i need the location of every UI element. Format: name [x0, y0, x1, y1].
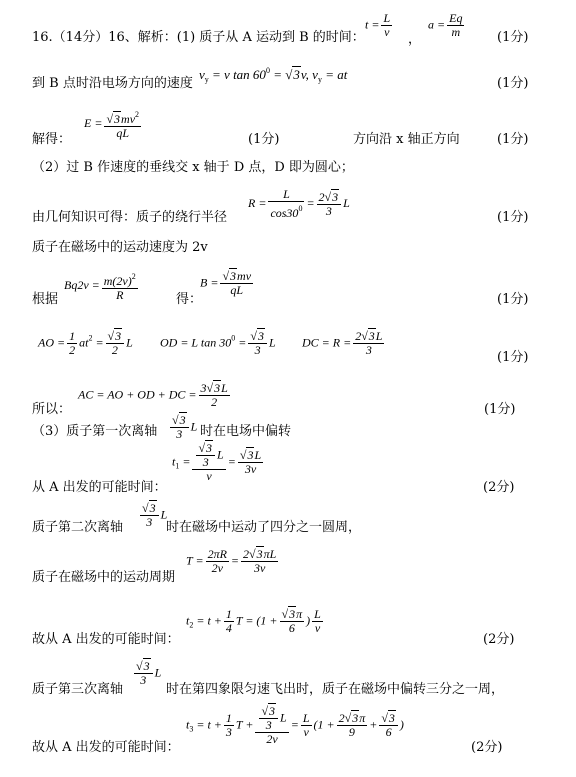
score-8: (1分) — [497, 350, 529, 365]
line-third: 质子第三次离轴 — [32, 682, 124, 697]
line-part2: （2）过 B 作速度的垂线交 x 轴于 D 点，D 即为圆心； — [32, 160, 354, 175]
line-q16-intro: 16.（14分）16、解析：(1) 质子从 A 运动到 B 的时间： — [32, 30, 365, 45]
line-according: 根据 — [32, 292, 59, 307]
formula-accel-a: a = $\frac{Eq}{m}$ — [428, 11, 463, 39]
score-3b: (1分) — [497, 132, 529, 147]
formula-Bq2v: Bq2v = $\frac{m(2v)^2}{R}$ — [64, 272, 136, 302]
formula-frac-l2: $\frac{√3}{3}$ L — [142, 501, 168, 529]
formula-T: T = $\frac{2\pi R}{2v}$ = $\frac{2√3\pi L}{3v}$ — [186, 547, 277, 575]
score-2: (1分) — [497, 76, 529, 91]
formula-t3: $t_3 = t$ + $\frac{1}{3}$ T + $\frac{√3}{3}$ L 2v = $\frac{L}{v}$ (1 + $\frac{2√3\pi}{9}$ + $\frac{√3}{6}$ ) — [186, 704, 404, 746]
score-1: (1分) — [497, 30, 529, 45]
score-5: (1分) — [497, 210, 529, 225]
score-16: (2分) — [471, 740, 503, 755]
formula-time-t: t = $\frac{L}{v}$ — [365, 11, 391, 39]
line-time-2: 故从 A 出发的可能时间： — [32, 632, 180, 647]
line-time-1: 从 A 出发的可能时间： — [32, 480, 167, 495]
formula-DC: DC = R = $\frac{2√3L}{3}$ — [302, 329, 383, 357]
formula-AC: AC = AO + OD + DC = $\frac{3√3L}{2}$ — [78, 381, 228, 409]
line-part3-first-end: 时在电场中偏转 — [200, 424, 292, 439]
line-solve: 解得： — [32, 132, 72, 147]
formula-frac-l: $\frac{√3}{3}$ L — [172, 413, 198, 441]
comma: ， — [408, 32, 422, 47]
score-7: (1分) — [497, 292, 529, 307]
score-11: (2分) — [483, 480, 515, 495]
line-direction: 方向沿 x 轴正方向 — [353, 132, 460, 147]
formula-vy: $v_y = v$ $\tan 60^0 = √3v$, $v_y$ = at — [199, 66, 348, 84]
line-second: 质子第二次离轴 — [32, 520, 124, 535]
formula-frac-l3: $\frac{√3}{3}$ L — [136, 659, 162, 687]
line-third-end: 时在第四象限匀速飞出时，质子在磁场中偏转三分之一周， — [166, 682, 505, 697]
line-second-end: 时在磁场中运动了四分之一圆周， — [166, 520, 362, 535]
formula-E: E = $\frac{√3mv^2}{qL}$ — [84, 110, 140, 140]
score-9: (1分) — [484, 402, 516, 417]
line-period: 质子在磁场中的运动周期 — [32, 570, 176, 585]
line-radius: 由几何知识可得：质子的绕行半径 — [32, 210, 228, 225]
score-3: (1分) — [248, 132, 280, 147]
line-part3-first: （3）质子第一次离轴 — [32, 424, 158, 439]
line-so: 所以： — [32, 402, 72, 417]
line-time-3: 故从 A 出发的可能时间： — [32, 740, 180, 755]
formula-t1: $t_1$ = $\frac{√3}{3}$ L v = $\frac{√3L}{3v}$ — [172, 441, 262, 483]
formula-R: R = $\frac{L}{\cos 30^0}$ = $\frac{2√3}{3}$ L — [248, 187, 350, 220]
score-14: (2分) — [483, 632, 515, 647]
line-get: 得： — [176, 292, 203, 307]
formula-AO: AO = $\frac{1}{2}$ $at^2$ = $\frac{√3}{2}$ L — [38, 329, 133, 357]
formula-OD: OD = L $\tan 30^0$ = $\frac{√3}{3}$ L — [160, 329, 276, 357]
formula-t2: $t_2 = t$ + $\frac{1}{4}$ T = (1 + $\frac{√3\pi}{6}$ ) $\frac{L}{v}$ — [186, 607, 321, 635]
line-speed-2v: 质子在磁场中的运动速度为 2v — [32, 240, 208, 255]
formula-B: B = $\frac{√3mv}{qL}$ — [200, 269, 252, 297]
line-velocity-b: 到 B 点时沿电场方向的速度 — [32, 76, 193, 91]
